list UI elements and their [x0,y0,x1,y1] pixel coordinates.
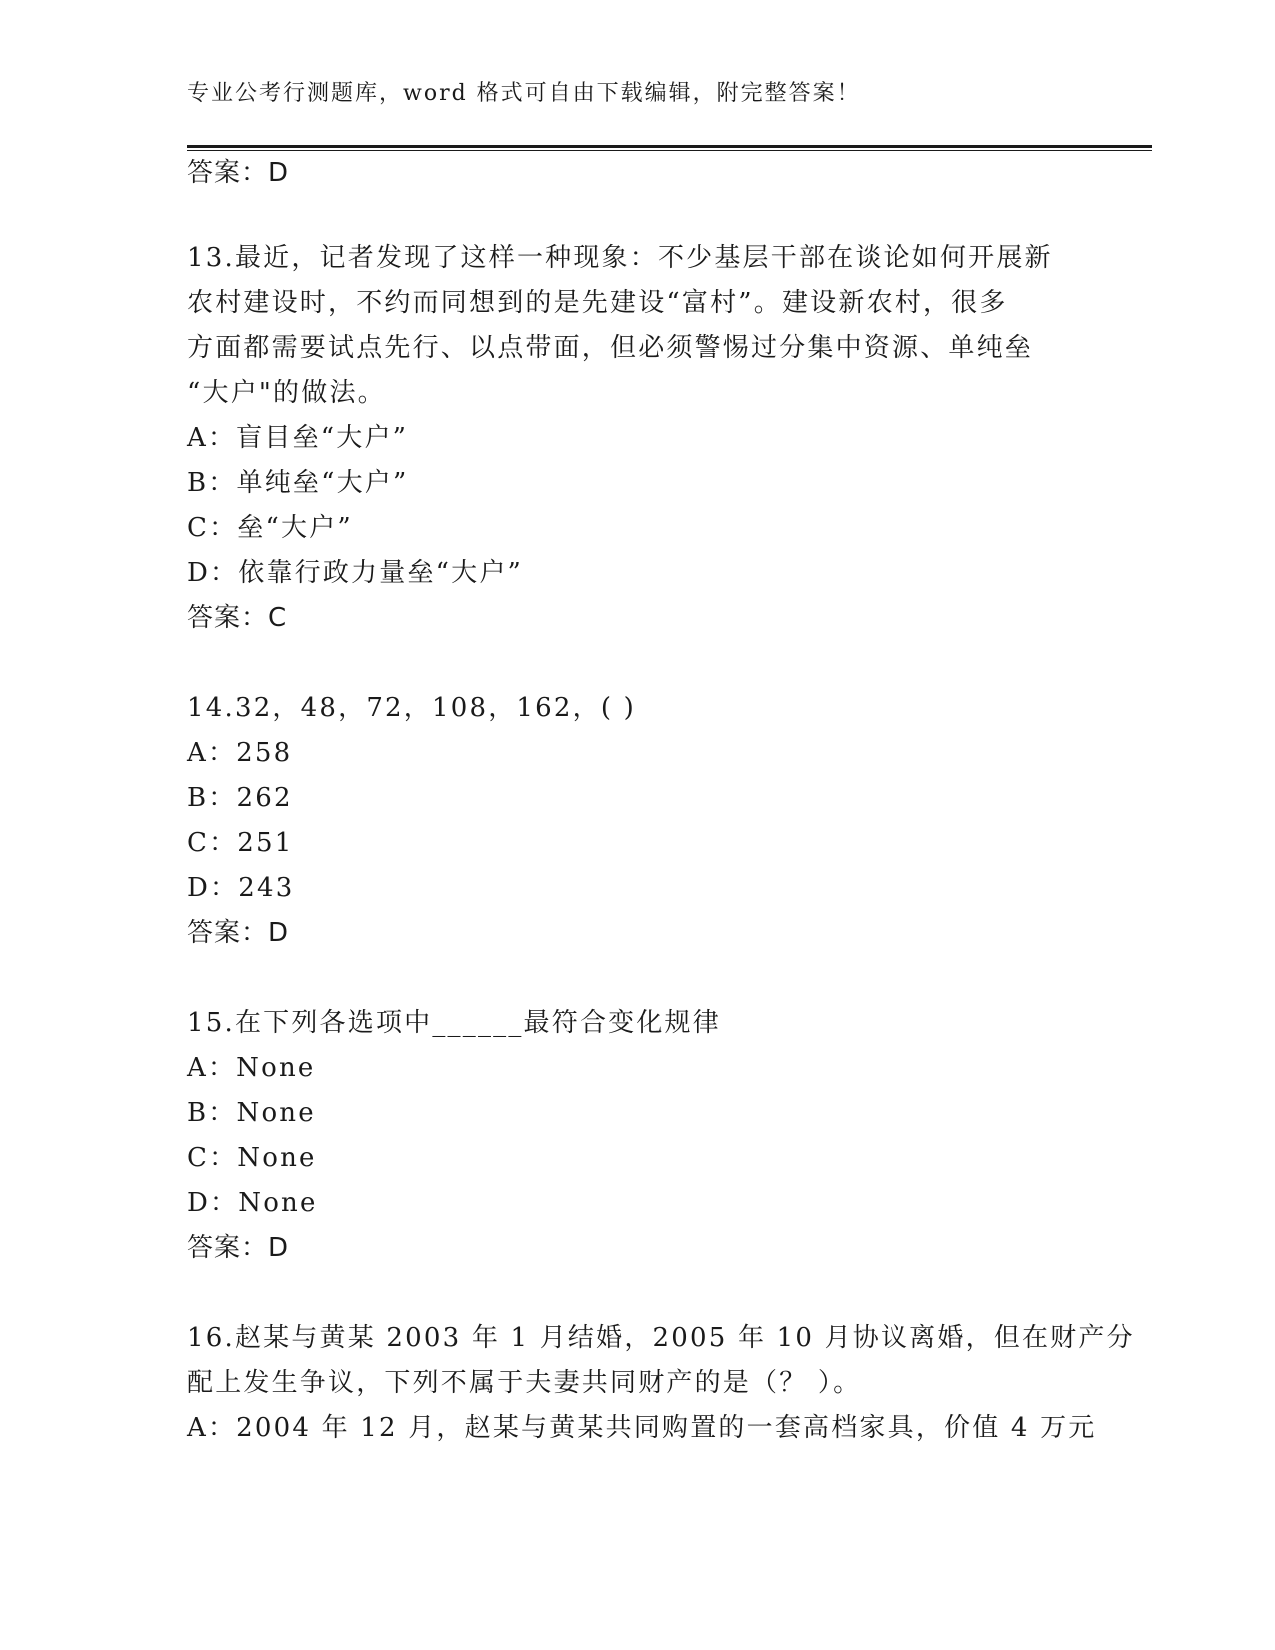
option-a: A：258 [187,738,293,768]
answer-line: 答案：D [187,918,290,948]
option-a: A：2004 年 12 月，赵某与黄某共同购置的一套高档家具，价值 4 万元 [187,1413,1097,1443]
question-text-line: 13.最近，记者发现了这样一种现象：不少基层干部在谈论如何开展新 [187,243,1053,273]
option-c: C：垒“大户” [187,513,353,543]
option-d: D：243 [187,873,295,903]
question-text-line: 农村建设时，不约而同想到的是先建设“富村”。建设新农村，很多 [187,288,1008,318]
option-c: C：None [187,1143,317,1173]
option-a: A：盲目垒“大户” [187,423,409,453]
option-c: C：251 [187,828,294,858]
option-b: B：单纯垒“大户” [187,468,409,498]
question-text-line: 16.赵某与黄某 2003 年 1 月结婚，2005 年 10 月协议离婚，但在财产分 [187,1323,1135,1353]
question-text-line: 15.在下列各选项中______最符合变化规律 [187,1008,721,1038]
option-b: B：None [187,1098,316,1128]
option-d: D：None [187,1188,318,1218]
question-text-line: “大户"的做法。 [187,378,386,408]
answer-line: 答案：D [187,158,290,188]
header-rule-thick [187,145,1152,148]
page-header: 专业公考行测题库，word 格式可自由下载编辑，附完整答案！ [187,81,861,106]
header-rule-thin [187,150,1152,151]
answer-line: 答案：C [187,603,288,633]
option-d: D：依靠行政力量垒“大户” [187,558,524,588]
question-text-line: 方面都需要试点先行、以点带面，但必须警惕过分集中资源、单纯垒 [187,333,1034,363]
question-text-line: 配上发生争议，下列不属于夫妻共同财产的是（？ ）。 [187,1368,862,1398]
option-b: B：262 [187,783,293,813]
option-a: A：None [187,1053,316,1083]
question-text-line: 14.32，48，72，108，162，( ) [187,693,637,723]
answer-line: 答案：D [187,1233,290,1263]
